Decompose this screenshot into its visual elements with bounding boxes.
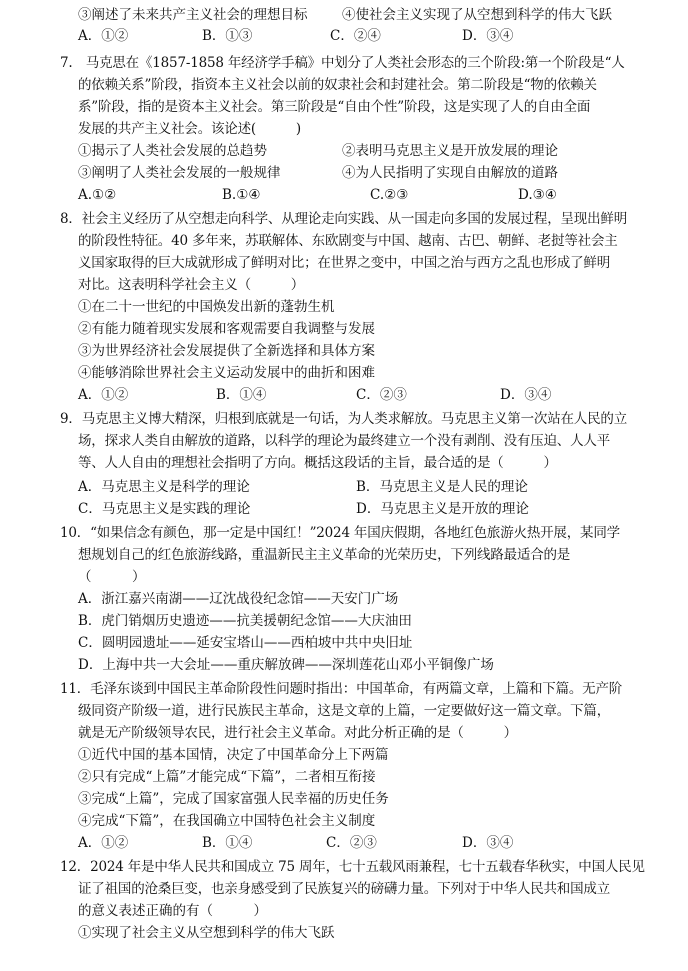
q9-option-d: D．马克思主义是开放的理论 [356,501,529,517]
q7-stem-line: 发展的共产主义社会。该论述( ) [78,121,301,137]
q10-option-d: D．上海中共一大会址——重庆解放碑——深圳莲花山邓小平铜像广场 [78,657,494,673]
choice-b: B.①④ [222,187,261,203]
q11-stem-line: 级同资产阶级一道，进行民族民主革命，这是文章的上篇，一定要做好这一篇文章。下篇， [78,703,610,719]
option-item-3: ③阐述了未来共产主义社会的理想目标 [78,7,308,23]
q10-stem-line: （ ） [78,569,146,585]
q8-stem-line: 对比。这表明科学社会主义（ ） [78,277,305,293]
choice-c: C．②③ [326,835,377,851]
q10-option-a: A．浙江嘉兴南湖——辽沈战役纪念馆——天安门广场 [78,591,399,607]
choice-c: C．②③ [356,387,407,403]
prev-question-items [78,6,678,24]
q9-options-row [78,500,678,518]
q9-option-b: B．马克思主义是人民的理论 [356,479,528,495]
choice-d: D．③④ [462,28,514,44]
q11-item-4: ④完成“下篇”，在我国确立中国特色社会主义制度 [78,813,376,829]
q7-item-4: ④为人民指明了实现自由解放的道路 [342,165,558,181]
q10-stem-line: 想规划自己的红色旅游线路，重温新民主主义革命的光荣历史，下列线路最适合的是 [78,547,571,563]
choice-a: A．①② [78,387,129,403]
choice-b: B．①④ [202,835,253,851]
q9-option-c: C．马克思主义是实践的理论 [78,501,251,517]
choice-c: C．②④ [330,28,381,44]
q8-item-2: ②有能力随着现实发展和客观需要自我调整与发展 [78,321,375,337]
q8-stem-line: 8．社会主义经历了从空想走向科学、从理论走向实践、从一国走向多国的发展过程，呈现出鲜明 [60,211,627,227]
q12-stem-line: 证了祖国的沧桑巨变，也亲身感受到了民族复兴的磅礴力量。下列对于中华人民共和国成立 [78,881,610,897]
q9-stem-line: 场，探求人类自由解放的道路，以科学的理论为最终建立一个没有剥削、没有压迫、人人平 [78,433,610,449]
q7-stem-line: 7. 马克思在《1857-1858 年经济学手稿》中划分了人类社会形态的三个阶段:第一个阶段是“人 [60,55,625,71]
q11-item-1: ①近代中国的基本国情，决定了中国革命分上下两篇 [78,747,389,763]
q7-choices [78,186,678,204]
choice-c: C.②③ [370,187,409,203]
q12-stem-line: 的意义表述正确的有（ ） [78,903,267,919]
q7-items-row [78,142,678,160]
choice-b: B．①④ [216,387,267,403]
choice-d: D．③④ [500,387,552,403]
q7-item-2: ②表明马克思主义是开放发展的理论 [342,143,558,159]
q8-item-4: ④能够消除世界社会主义运动发展中的曲折和困难 [78,365,375,381]
q11-item-2: ②只有完成“上篇”才能完成“下篇”，二者相互衔接 [78,769,376,785]
choice-d: D．③④ [462,835,514,851]
q8-stem-line: 的阶段性特征。40 多年来，苏联解体、东欧剧变与中国、越南、古巴、朝鲜、老挝等社会主 [78,233,618,249]
q12-item-1: ①实现了社会主义从空想到科学的伟大飞跃 [78,925,335,941]
option-item-4: ④使社会主义实现了从空想到科学的伟大飞跃 [342,7,612,23]
choice-a: A.①② [78,187,117,203]
q8-item-3: ③为世界经济社会发展提供了全新选择和具体方案 [78,343,375,359]
choice-b: B．①③ [202,28,253,44]
q7-items-row [78,164,678,182]
q8-stem-line: 义国家取得的巨大成就形成了鲜明对比；在世界之变中，中国之治与西方之乱也形成了鲜明 [78,255,610,271]
q7-item-1: ①揭示了人类社会发展的总趋势 [78,143,267,159]
q7-item-3: ③阐明了人类社会发展的一般规律 [78,165,281,181]
q8-item-1: ①在二十一世纪的中国焕发出新的蓬勃生机 [78,299,335,315]
choice-a: A．①② [78,835,129,851]
q9-stem-line: 9．马克思主义博大精深，归根到底就是一句话，为人类求解放。马克思主义第一次站在人民的立 [60,411,627,427]
q9-option-a: A．马克思主义是科学的理论 [78,479,250,495]
q11-item-3: ③完成“上篇”，完成了国家富强人民幸福的历史任务 [78,791,389,807]
q11-stem-line: 11．毛泽东谈到中国民主革命阶段性问题时指出：中国革命，有两篇文章，上篇和下篇。无产阶 [60,681,623,697]
q9-options-row [78,478,678,496]
q12-stem-line: 12．2024 年是中华人民共和国成立 75 周年，七十五载风雨兼程，七十五载春华秋实，中国人民见 [60,859,645,875]
prev-question-choices [78,27,678,45]
q9-stem-line: 等、人人自由的理想社会指明了方向。概括这段话的主旨，最合适的是（ ） [78,455,557,471]
choice-a: A．①② [78,28,129,44]
q11-choices [78,834,678,852]
q7-stem-line: 系”阶段，指的是资本主义社会。第三阶段是“自由个性”阶段，这是实现了人的自由全面 [78,99,591,115]
q10-option-c: C．圆明园遗址——延安宝塔山——西柏坡中共中央旧址 [78,635,413,651]
q10-stem-line: 10．“如果信念有颜色，那一定是中国红！”2024 年国庆假期，各地红色旅游火热开展，某同学 [60,525,620,541]
q7-stem-line: 的依赖关系”阶段，指资本主义社会以前的奴隶社会和封建社会。第二阶段是“物的依赖关 [78,77,597,93]
choice-d: D.③④ [518,187,557,203]
q8-choices [78,386,678,404]
q11-stem-line: 就是无产阶级领导农民，进行社会主义革命。对此分析正确的是（ ） [78,725,517,741]
q10-option-b: B．虎门销烟历史遗迹——抗美援朝纪念馆——大庆油田 [78,613,412,629]
